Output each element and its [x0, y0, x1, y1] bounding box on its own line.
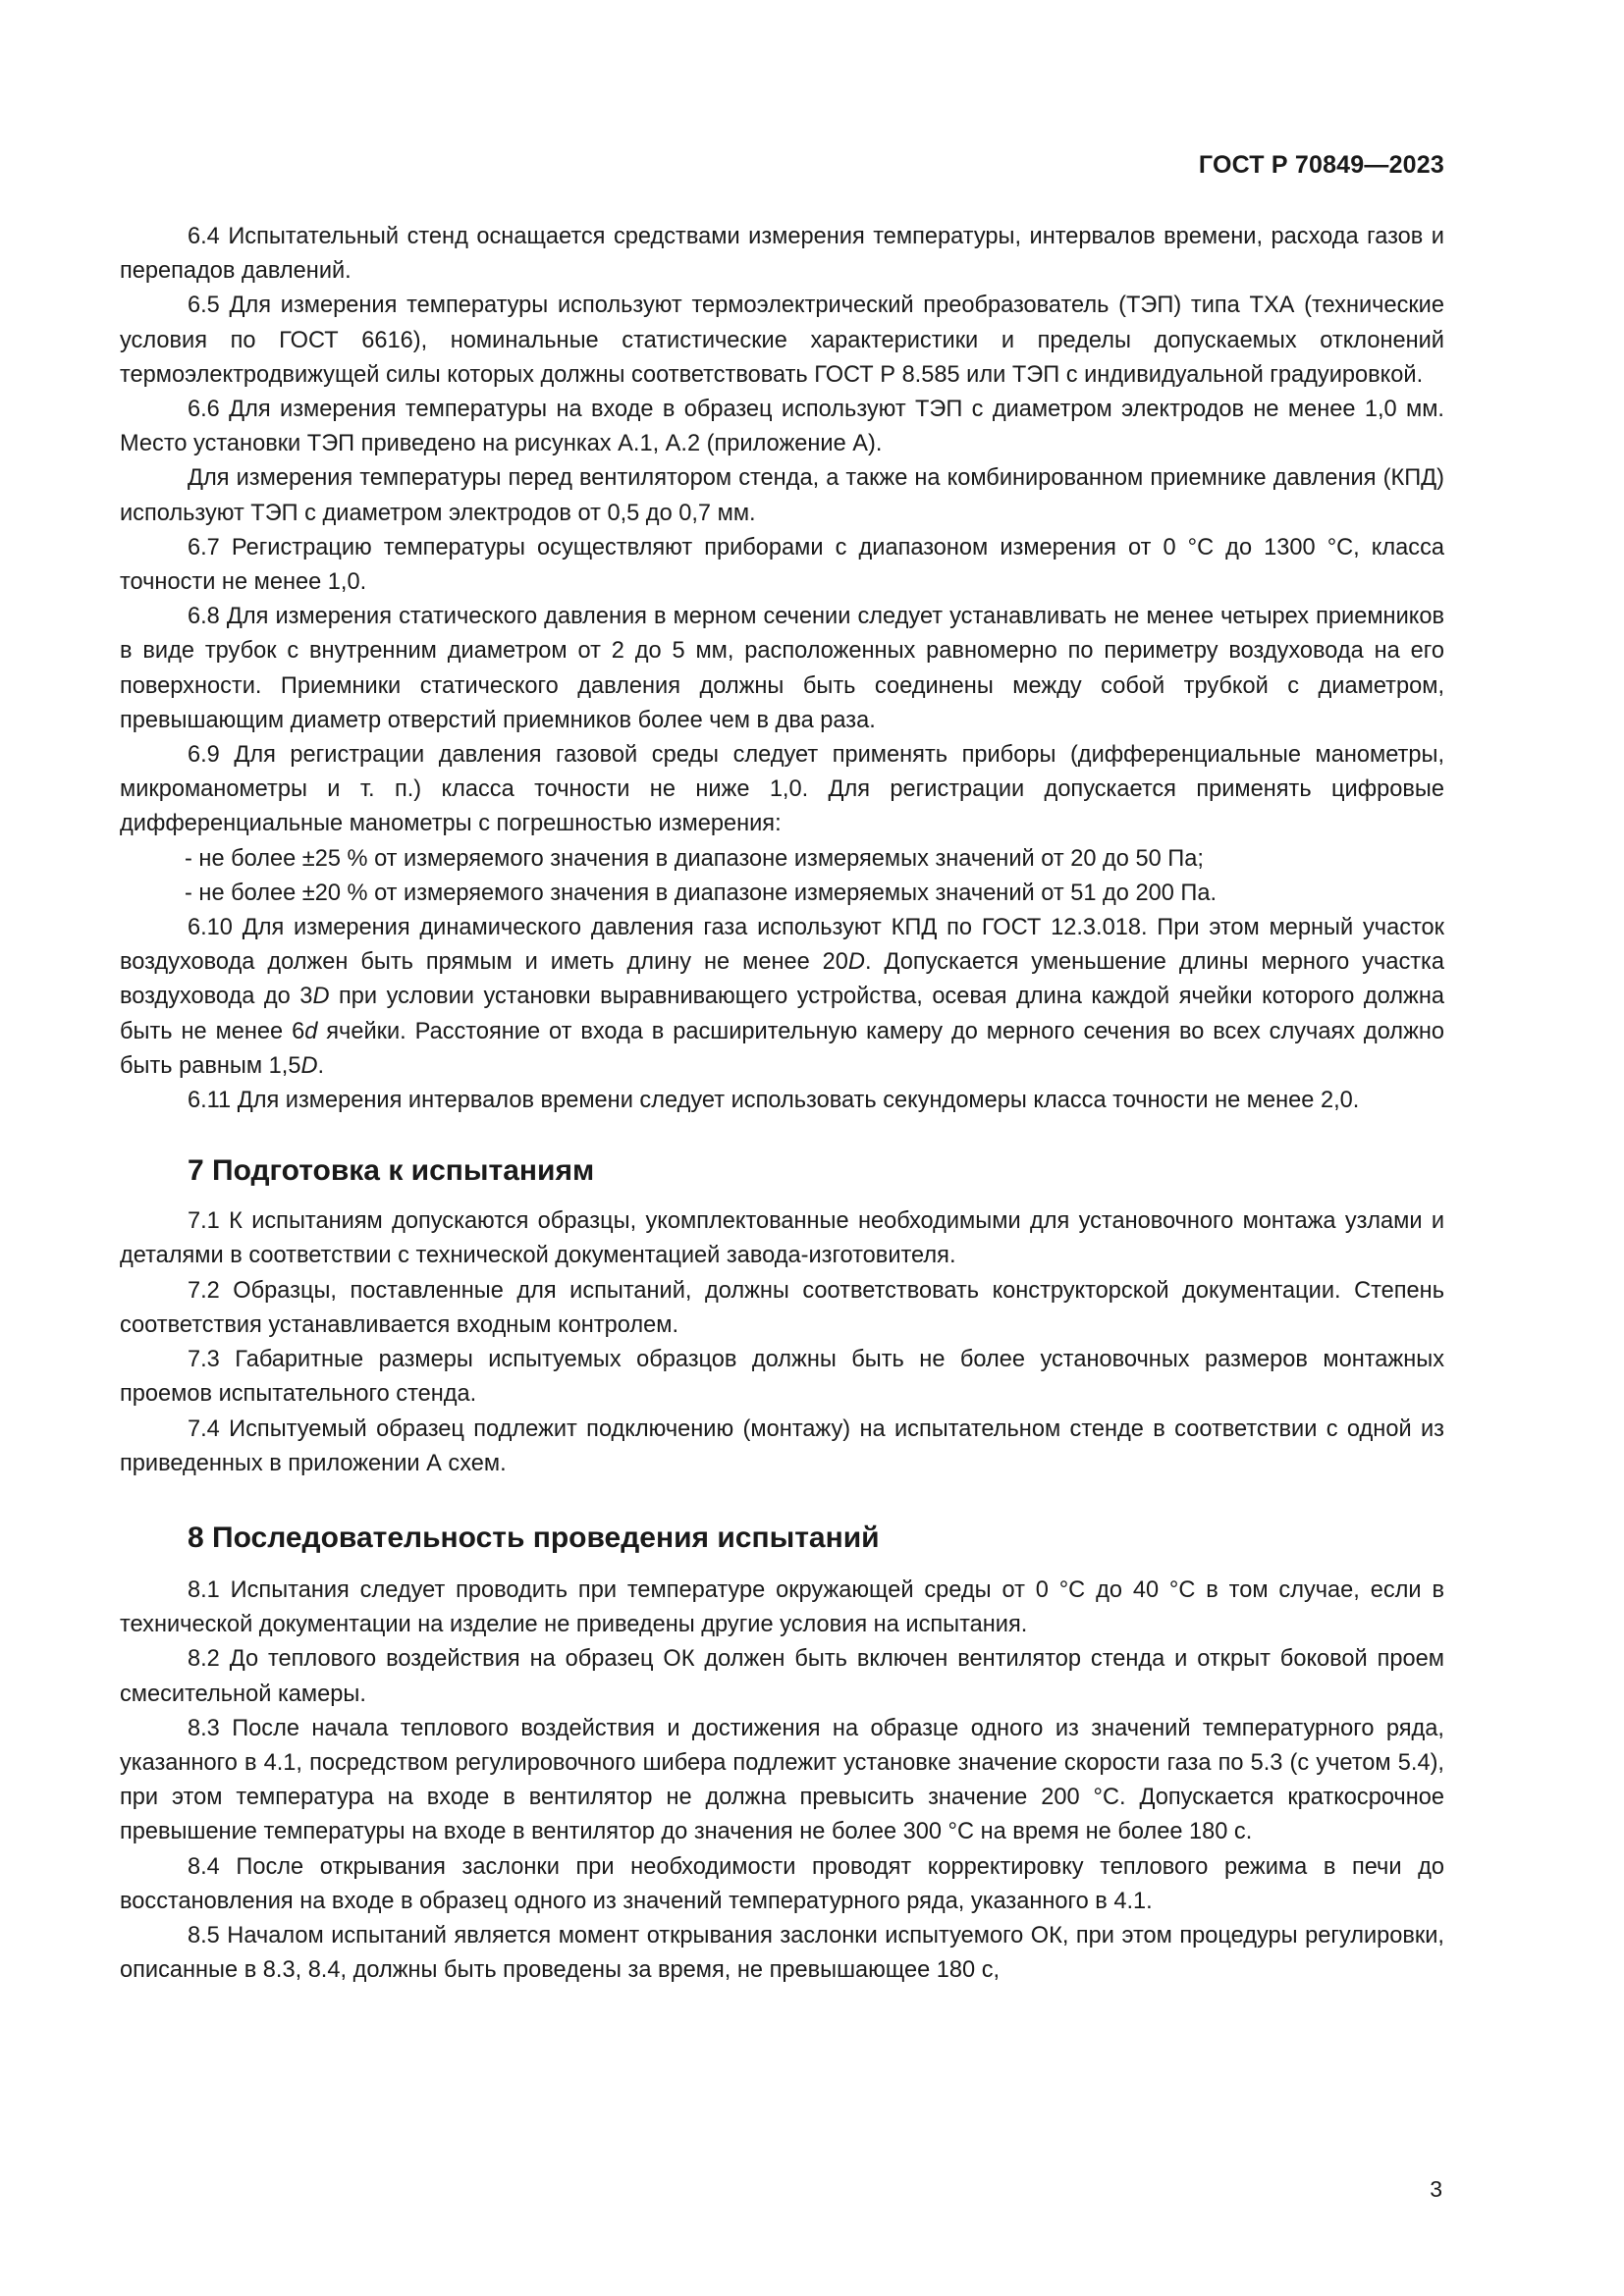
- document-body: [120, 220, 1444, 1988]
- paragraph-7-2: 7.2 Образцы, поставленные для испытаний, должны соответствовать конструкторской документации. Степень соответствия устанавливается входным контролем.: [120, 1277, 1444, 1338]
- paragraph-8-3: 8.3 После начала теплового воздействия и достижения на образце одного из значений температурного ряда, указанного в 4.1, посредством регулировочного шибера подлежит установке значение скорости газа по 5.3 (с учетом 5.4), при этом температура на входе в вентилятор не должна превысить значение 200 °С. Допускается краткосрочное превышение температуры на входе в вентилятор до значения не более 300 °С на время не более 180 с.: [120, 1715, 1444, 1845]
- page-number: 3: [1430, 2176, 1442, 2202]
- paragraph-6-8: 6.8 Для измерения статического давления в мерном сечении следует устанавливать не менее четырех приемников в виде трубок с внутренним диаметром от 2 до 5 мм, расположенных равномерно по периметру воздуховода на его поверхности. Приемники статического давления должны быть соединены между собой трубкой с диаметром, превышающим диаметр отверстий приемников более чем в два раза.: [120, 604, 1444, 733]
- paragraph-7-1: 7.1 К испытаниям допускаются образцы, укомплектованные необходимыми для установочного монтажа узлами и деталями в соответствии с технической документацией завода-изготовителя.: [120, 1208, 1444, 1269]
- paragraph-6-10: 6.10 Для измерения динамического давления газа используют КПД по ГОСТ 12.3.018. При этом мерный участок воздуховода должен быть прямым и иметь длину не менее 20D. Допускается уменьшение длины мерного участка воздуховода до 3D при условии установки выравнивающего устройства, осевая длина каждой ячейки которого должна быть не менее 6d ячейки. Расстояние от входа в расширительную камеру до мерного сечения во всех случаях должно быть равным 1,5D.: [120, 915, 1445, 1079]
- paragraph-8-1: 8.1 Испытания следует проводить при температуре окружающей среды от 0 °С до 40 °С в том случае, если в технической документации на изделие не приведены другие условия на испытания.: [120, 1576, 1444, 1638]
- paragraph-7-3: 7.3 Габаритные размеры испытуемых образцов должны быть не более установочных размеров монтажных проемов испытательного стенда.: [120, 1347, 1444, 1408]
- list-item-6-9-b: - не более ±20 % от измеряемого значения в диапазоне измеряемых значений от 51 до 200 Па.: [185, 880, 1218, 906]
- paragraph-6-11: 6.11 Для измерения интервалов времени следует использовать секундомеры класса точности не менее 2,0.: [188, 1088, 1360, 1114]
- section-8-heading: 8 Последовательность проведения испытаний: [188, 1521, 880, 1554]
- paragraph-8-4: 8.4 После открывания заслонки при необходимости проводят корректировку теплового режима в печи до восстановления на входе в образец одного из значений температурного ряда, указанного в 4.1.: [120, 1853, 1444, 1914]
- paragraph-6-7: 6.7 Регистрацию температуры осуществляют приборами с диапазоном измерения от 0 °С до 1300 °С, класса точности не менее 1,0.: [120, 534, 1444, 596]
- paragraph-6-6: 6.6 Для измерения температуры на входе в образец используют ТЭП с диаметром электродов не менее 1,0 мм. Место установки ТЭП приведено на рисунках А.1, А.2 (приложение А).: [120, 397, 1444, 457]
- paragraph-6-9: 6.9 Для регистрации давления газовой среды следует применять приборы (дифференциальные манометры, микроманометры и т. п.) класса точности не ниже 1,0. Для регистрации допускается применять цифровые дифференциальные манометры с погрешностью измерения:: [120, 742, 1444, 837]
- list-item-6-9-a: - не более ±25 % от измеряемого значения в диапазоне измеряемых значений от 20 до 50 Па;: [185, 845, 1204, 872]
- paragraph-6-5: 6.5 Для измерения температуры используют термоэлектрический преобразователь (ТЭП) типа ТХА (технические условия по ГОСТ 6616), номинальные статистические характеристики и пределы допускаемых отклонений термоэлектродвижущей силы которых должны соответствовать ГОСТ Р 8.585 или ТЭП с индивидуальной градуировкой.: [120, 293, 1444, 388]
- paragraph-6-4: 6.4 Испытательный стенд оснащается средствами измерения температуры, интервалов времени, расхода газов и перепадов давлений.: [120, 224, 1444, 285]
- document-header: ГОСТ Р 70849—2023: [1198, 151, 1444, 179]
- paragraph-8-2: 8.2 До теплового воздействия на образец ОК должен быть включен вентилятор стенда и открыт боковой проем смесительной камеры.: [120, 1646, 1444, 1707]
- paragraph-8-5: 8.5 Началом испытаний является момент открывания заслонки испытуемого ОК, при этом процедуры регулировки, описанные в 8.3, 8.4, должны быть проведены за время, не превышающее 180 с,: [120, 1922, 1444, 1984]
- paragraph-6-6-continued: Для измерения температуры перед вентилятором стенда, а также на комбинированном приемнике давления (КПД) используют ТЭП с диаметром электродов от 0,5 до 0,7 мм.: [120, 465, 1444, 526]
- paragraph-7-4: 7.4 Испытуемый образец подлежит подключению (монтажу) на испытательном стенде в соответствии с одной из приведенных в приложении А схем.: [120, 1415, 1444, 1476]
- section-7-heading: 7 Подготовка к испытаниям: [188, 1154, 595, 1188]
